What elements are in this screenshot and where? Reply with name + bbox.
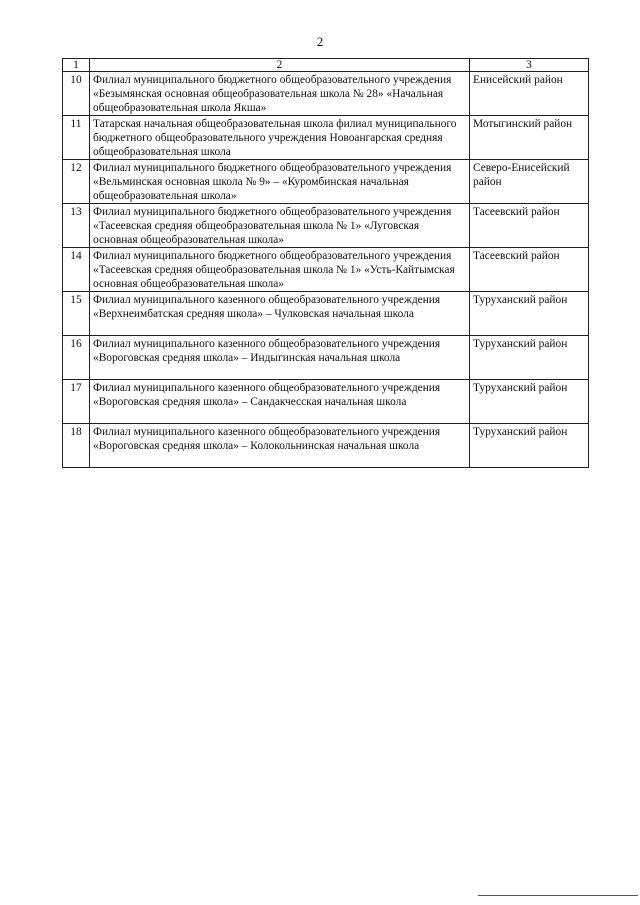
district-name: Тасеевский район: [470, 248, 589, 292]
district-name: Северо-Енисейский район: [470, 160, 589, 204]
district-name: Туруханский район: [470, 292, 589, 336]
table-row: [63, 424, 589, 468]
district-name: Туруханский район: [470, 336, 589, 380]
row-number: 18: [63, 424, 90, 468]
school-name: Филиал муниципального бюджетного общеобразовательного учреждения «Тасеевская средняя общеобразовательная школа № 1» «Луговская основная общеобразовательная школа»: [90, 204, 470, 248]
row-number: 12: [63, 160, 90, 204]
school-name: Филиал муниципального казенного общеобразовательного учреждения «Верхнеимбатская средняя школа» – Чулковская начальная школа: [90, 292, 470, 336]
scan-edge-line: [478, 895, 638, 896]
schools-table: [62, 58, 589, 468]
school-name: Филиал муниципального казенного общеобразовательного учреждения «Вороговская средняя школа» – Колокольнинская начальная школа: [90, 424, 470, 468]
row-number: 16: [63, 336, 90, 380]
table-row: [63, 248, 589, 292]
column-header-number: 1: [63, 59, 90, 72]
row-number: 10: [63, 72, 90, 116]
district-name: Туруханский район: [470, 380, 589, 424]
school-name: Филиал муниципального бюджетного общеобразовательного учреждения «Безымянская основная общеобразовательная школа № 28» «Начальная общеобразовательная школа Якша»: [90, 72, 470, 116]
school-name: Филиал муниципального казенного общеобразовательного учреждения «Вороговская средняя школа» – Индыгинская начальная школа: [90, 336, 470, 380]
row-number: 15: [63, 292, 90, 336]
district-name: Мотыгинский район: [470, 116, 589, 160]
table-row: [63, 292, 589, 336]
district-name: Туруханский район: [470, 424, 589, 468]
page-number: 2: [316, 34, 324, 49]
school-name: Филиал муниципального бюджетного общеобразовательного учреждения «Тасеевская средняя общеобразовательная школа № 1» «Усть-Кайтымская основная общеобразовательная школа»: [90, 248, 470, 292]
table-row: [63, 380, 589, 424]
district-name: Енисейский район: [470, 72, 589, 116]
table-row: [63, 204, 589, 248]
row-number: 17: [63, 380, 90, 424]
column-header-name: 2: [90, 59, 470, 72]
column-header-district: 3: [470, 59, 589, 72]
school-name: Филиал муниципального бюджетного общеобразовательного учреждения «Вельминская основная школа № 9» – «Куромбинская начальная общеобразовательная школа»: [90, 160, 470, 204]
table-row: [63, 72, 589, 116]
district-name: Тасеевский район: [470, 204, 589, 248]
table-row: [63, 160, 589, 204]
table-row: [63, 336, 589, 380]
table-header-row: [63, 59, 589, 72]
school-name: Филиал муниципального казенного общеобразовательного учреждения «Вороговская средняя школа» – Сандакчесская начальная школа: [90, 380, 470, 424]
row-number: 14: [63, 248, 90, 292]
row-number: 11: [63, 116, 90, 160]
row-number: 13: [63, 204, 90, 248]
school-name: Татарская начальная общеобразовательная школа филиал муниципального бюджетного общеобразовательного учреждения Новоангарская средняя общеобразовательная школа: [90, 116, 470, 160]
table-row: [63, 116, 589, 160]
